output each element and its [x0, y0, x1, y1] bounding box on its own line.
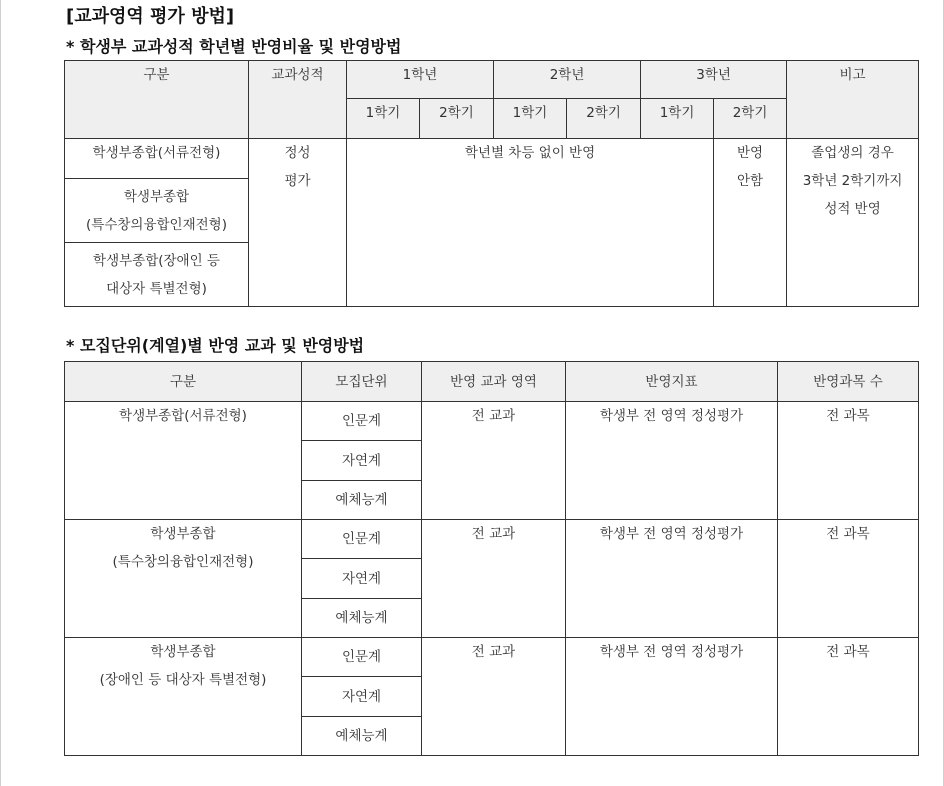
header-subject-area: 반영 교과 영역 [422, 362, 566, 402]
group-category [65, 402, 302, 520]
subject-area-cell: 전 교과 [422, 520, 566, 638]
year3-semester2-line2: 안함 [736, 173, 764, 189]
unit-cell: 예체능계 [302, 717, 422, 756]
header-count: 반영과목 수 [778, 362, 919, 402]
grades-line1: 정성 [284, 145, 311, 161]
group-category-line1: 학생부종합 [150, 644, 216, 660]
unit-cell: 인문계 [302, 520, 422, 559]
header-year3-semester1: 1학기 [641, 99, 714, 139]
year3-semester2-line1: 반영 [736, 145, 764, 161]
row-category-line1: 학생부종합 [123, 188, 190, 205]
unit-cell: 인문계 [302, 638, 422, 677]
note-line2: 3학년 2학기까지 [802, 173, 903, 189]
header-year1: 1학년 [347, 61, 494, 99]
table1-title: * 학생부 교과성적 학년별 반영비율 및 반영방법 [66, 37, 402, 56]
note-line1: 졸업생의 경우 [811, 145, 894, 161]
unit-reflection-table [64, 361, 919, 756]
header-year1-semester1: 1학기 [347, 99, 420, 139]
header-category: 구분 [65, 61, 249, 139]
years-reflection-cell: 학년별 차등 없이 반영 [347, 139, 714, 307]
unit-cell: 자연계 [302, 677, 422, 717]
group-category [65, 520, 302, 638]
unit-cell: 자연계 [302, 559, 422, 599]
count-cell: 전 과목 [778, 402, 919, 520]
group-category-line2: (특수창의융합인재전형) [112, 554, 254, 570]
header-category: 구분 [65, 362, 302, 402]
header-unit: 모집단위 [302, 362, 422, 402]
count-cell: 전 과목 [778, 520, 919, 638]
row-category [65, 179, 249, 243]
header-year2-semester2: 2학기 [567, 99, 641, 139]
row-category [65, 243, 249, 307]
unit-cell: 예체능계 [302, 481, 422, 520]
group-category [65, 638, 302, 756]
grades-cell [249, 139, 347, 307]
row-category-line2: (특수창의융합인재전형) [86, 216, 227, 233]
header-indicator: 반영지표 [566, 362, 778, 402]
header-grades: 교과성적 [249, 61, 347, 139]
group-category-line1: 학생부종합(서류전형) [119, 408, 247, 424]
grade-reflection-table [64, 60, 919, 307]
row-category [65, 139, 249, 179]
unit-cell: 자연계 [302, 441, 422, 481]
grades-line2: 평가 [284, 173, 311, 189]
count-cell: 전 과목 [778, 638, 919, 756]
section-title: [교과영역 평가 방법] [66, 6, 235, 27]
note-line3: 성적 반영 [824, 201, 881, 217]
year3-semester2-cell [714, 139, 787, 307]
group-category-line1: 학생부종합 [150, 526, 216, 542]
unit-cell: 인문계 [302, 402, 422, 441]
row-category-line2: 대상자 특별전형) [106, 280, 207, 297]
row-category-line1: 학생부종합(서류전형) [92, 145, 221, 161]
subject-area-cell: 전 교과 [422, 638, 566, 756]
header-year2-semester1: 1학기 [494, 99, 567, 139]
indicator-cell: 학생부 전 영역 정성평가 [566, 402, 778, 520]
note-cell [787, 139, 919, 307]
subject-area-cell: 전 교과 [422, 402, 566, 520]
header-year1-semester2: 2학기 [420, 99, 494, 139]
row-category-line1: 학생부종합(장애인 등 [93, 252, 220, 269]
header-year3: 3학년 [641, 61, 787, 99]
table2-title: * 모집단위(계열)별 반영 교과 및 반영방법 [66, 336, 365, 355]
page-border-left [0, 0, 1, 786]
header-year3-semester2: 2학기 [714, 99, 787, 139]
unit-cell: 예체능계 [302, 599, 422, 638]
header-note: 비고 [787, 61, 919, 139]
group-category-line2: (장애인 등 대상자 특별전형) [99, 672, 267, 688]
indicator-cell: 학생부 전 영역 정성평가 [566, 520, 778, 638]
header-year2: 2학년 [494, 61, 641, 99]
indicator-cell: 학생부 전 영역 정성평가 [566, 638, 778, 756]
